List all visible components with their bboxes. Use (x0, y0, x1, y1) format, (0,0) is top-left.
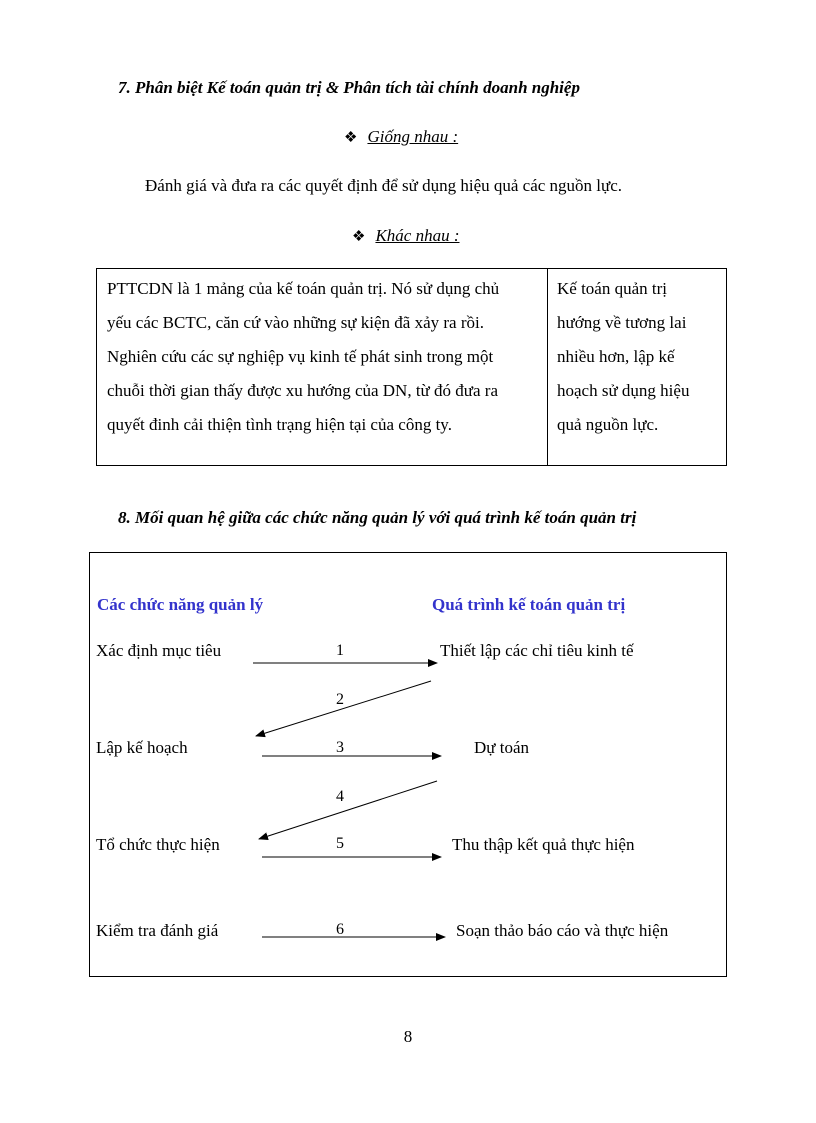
diamond-bullet-icon: ❖ (352, 229, 366, 245)
right-column-header: Quá trình kế toán quản trị (432, 595, 626, 614)
similar-text: Đánh giá và đưa ra các quyết định để sử dụng hiệu quả các nguồn lực. (145, 176, 623, 195)
right-cell-line: quả nguồn lực. (557, 415, 659, 434)
function-item: Tổ chức thực hiện (96, 835, 220, 854)
process-item: Thu thập kết quả thực hiện (452, 835, 635, 854)
diamond-bullet-icon: ❖ (344, 130, 358, 146)
left-column-header: Các chức năng quản lý (97, 595, 264, 614)
function-item: Xác định mục tiêu (96, 641, 222, 660)
left-cell-line: PTTCDN là 1 mảng của kế toán quản trị. Nó sử dụng chủ (107, 279, 500, 298)
right-cell-line: hoạch sử dụng hiệu (557, 381, 690, 400)
right-cell-line: hướng về tương lai (557, 313, 687, 332)
left-cell-line: Nghiên cứu các sự nghiệp vụ kinh tế phát sinh trong một (107, 347, 494, 366)
function-item: Lập kế hoạch (96, 738, 188, 757)
difference-heading (352, 226, 460, 246)
table-divider (547, 269, 548, 465)
arrow-number: 4 (336, 788, 344, 805)
arrow-number: 6 (336, 921, 344, 938)
arrow-number: 1 (336, 642, 344, 659)
similar-heading (344, 127, 458, 147)
similar-heading-label: Giống nhau : (367, 127, 459, 146)
arrow-number: 2 (336, 691, 344, 708)
page-number: 8 (403, 1027, 413, 1046)
diagram-arrows (90, 553, 726, 976)
section-7-title: 7. Phân biệt Kế toán quản trị & Phân tích tài chính doanh nghiệp (118, 78, 580, 97)
section-8-title: 8. Mối quan hệ giữa các chức năng quản lý với quá trình kế toán quản trị (118, 508, 637, 527)
process-item: Thiết lập các chỉ tiêu kinh tế (440, 641, 634, 660)
left-cell-line: yếu các BCTC, căn cứ vào những sự kiện đã xảy ra rồi. (107, 313, 484, 332)
right-cell-line: nhiều hơn, lập kế (557, 347, 675, 366)
right-cell-line: Kế toán quản trị (557, 279, 667, 298)
arrow-4 (259, 781, 437, 839)
left-cell-line: chuỗi thời gian thấy được xu hướng của DN, từ đó đưa ra (107, 381, 498, 400)
arrow-number: 3 (336, 739, 344, 756)
difference-table (96, 268, 727, 466)
difference-heading-label: Khác nhau : (375, 226, 460, 245)
relationship-diagram (89, 552, 727, 977)
process-item: Dự toán (474, 738, 530, 757)
arrow-number: 5 (336, 835, 344, 852)
process-item: Soạn thảo báo cáo và thực hiện (456, 921, 669, 940)
left-cell-line: quyết đinh cải thiện tình trạng hiện tại của công ty. (107, 415, 452, 434)
function-item: Kiểm tra đánh giá (96, 921, 219, 940)
